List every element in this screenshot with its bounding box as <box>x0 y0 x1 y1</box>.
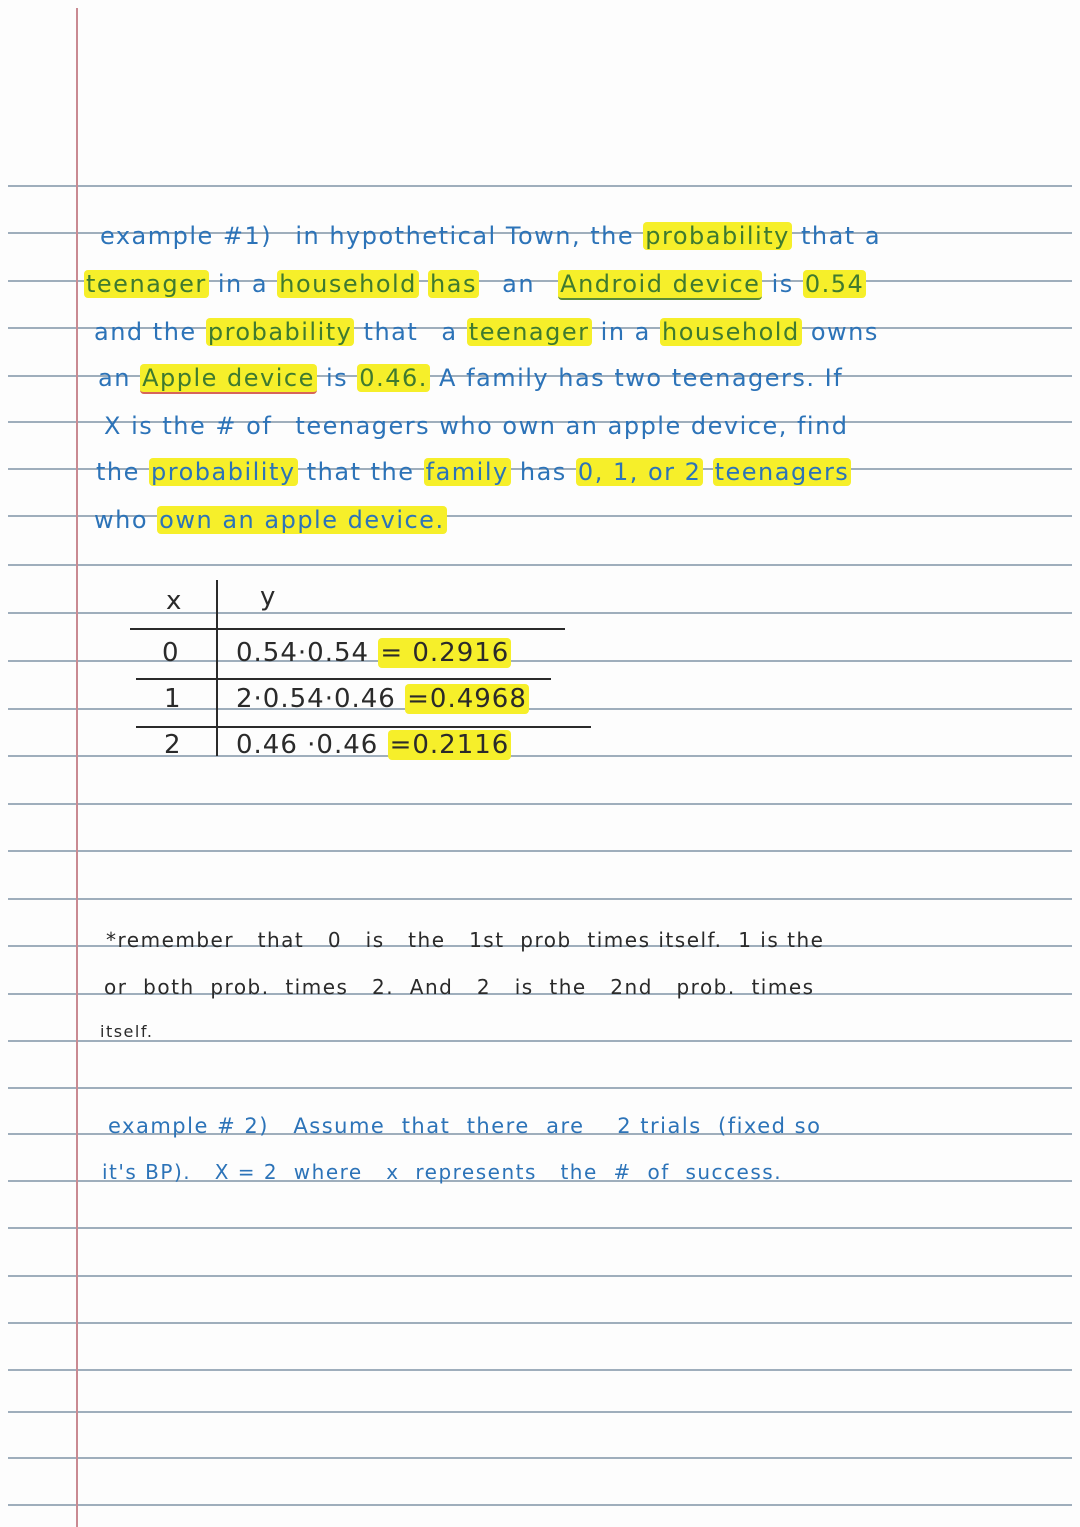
table-header-y: y <box>260 582 277 612</box>
rule-line <box>8 1040 1072 1042</box>
probability-table <box>130 580 600 760</box>
table-divider <box>216 580 218 756</box>
highlighted-value: 0.46. <box>359 364 428 392</box>
example2-line-2: it's BP). X = 2 where x represents the # of success. <box>102 1160 783 1184</box>
word: that a <box>800 222 882 250</box>
word: owns <box>810 318 879 346</box>
table-cell-result: =0.4968 <box>407 684 527 714</box>
example1-line-5 <box>104 412 849 440</box>
rule-line <box>8 803 1072 805</box>
note-line-1: *remember that 0 is the 1st prob times itself. 1 is the <box>106 928 825 952</box>
word: hypothetical <box>329 222 497 250</box>
example1-line-3 <box>94 318 879 346</box>
word: a <box>441 318 458 346</box>
word: teenagers. If <box>671 364 844 392</box>
table-cell-expr: 0.46 ·0.46 <box>236 730 379 760</box>
word: X is the # <box>104 412 237 440</box>
word: that <box>363 318 419 346</box>
highlighted-word: household <box>662 318 800 346</box>
highlighted-word: teenager <box>468 318 590 346</box>
rule-line <box>8 185 1072 187</box>
word: in a <box>600 318 651 346</box>
word: is <box>771 270 794 298</box>
highlighted-word: household <box>279 270 417 298</box>
table-cell-x: 0 <box>162 638 180 668</box>
word: and <box>94 318 144 346</box>
word: an <box>98 364 131 392</box>
rule-line <box>8 1457 1072 1459</box>
word: has <box>519 458 567 486</box>
rule-line <box>8 1087 1072 1089</box>
rule-line <box>8 898 1072 900</box>
word: in a <box>217 270 269 298</box>
highlighted-word: teenager <box>86 270 207 298</box>
rule-line <box>8 1369 1072 1371</box>
rule-line <box>8 1227 1072 1229</box>
word: A family has two <box>439 364 663 392</box>
rule-line <box>8 850 1072 852</box>
highlighted-word: Android device <box>560 270 761 298</box>
table-cell-result: = 0.2916 <box>380 638 510 668</box>
rule-line <box>8 1275 1072 1277</box>
highlighted-word: own an apple device. <box>159 506 445 534</box>
word: the <box>152 318 197 346</box>
word: that the <box>306 458 415 486</box>
table-cell-x: 2 <box>164 730 182 760</box>
word: teenagers who own an apple device, find <box>295 412 849 440</box>
table-row <box>236 684 529 714</box>
word: the <box>590 222 635 250</box>
example-label: example #1) <box>100 222 273 250</box>
highlighted-values: 0, 1, or 2 <box>577 458 702 486</box>
table-cell-result: =0.2116 <box>389 730 510 760</box>
note-line-3: itself. <box>100 1022 154 1041</box>
example1-line-6 <box>96 458 851 486</box>
example1-line-1 <box>100 222 881 250</box>
example1-line-4 <box>98 364 843 392</box>
word: an <box>502 270 536 298</box>
word: Town, <box>505 222 582 250</box>
example1-line-7 <box>94 506 447 534</box>
highlighted-word: probability <box>151 458 296 486</box>
table-row <box>236 730 511 760</box>
highlighted-word: family <box>425 458 509 486</box>
table-row <box>236 638 511 668</box>
rule-line <box>8 1504 1072 1506</box>
table-row-rule <box>136 678 551 680</box>
table-cell-expr: 2·0.54·0.46 <box>236 684 396 714</box>
table-cell-x: 1 <box>164 684 182 714</box>
rule-line <box>8 1322 1072 1324</box>
word: the <box>96 458 140 486</box>
rule-line <box>8 1411 1072 1413</box>
word: in <box>295 222 321 250</box>
word: who <box>94 506 149 534</box>
example2-line-1: example # 2) Assume that there are 2 trials (fixed so <box>108 1114 822 1138</box>
example1-line-2 <box>84 270 866 298</box>
highlighted-word: has <box>430 270 477 298</box>
word: is <box>325 364 349 392</box>
highlighted-value: 0.54 <box>804 270 865 298</box>
highlighted-word: teenagers <box>714 458 850 486</box>
word: of <box>246 412 273 440</box>
highlighted-word: Apple device <box>142 364 315 392</box>
note-line-2: or both prob. times 2. And 2 is the 2nd prob. times <box>104 975 815 999</box>
highlighted-word: probability <box>207 318 353 346</box>
table-cell-expr: 0.54·0.54 <box>236 638 370 668</box>
highlighted-word: probability <box>645 222 790 250</box>
rule-line <box>8 564 1072 566</box>
table-row-rule <box>136 726 591 728</box>
table-header-rule <box>130 628 565 630</box>
table-header-x: x <box>166 586 183 616</box>
margin-line <box>76 8 78 1527</box>
